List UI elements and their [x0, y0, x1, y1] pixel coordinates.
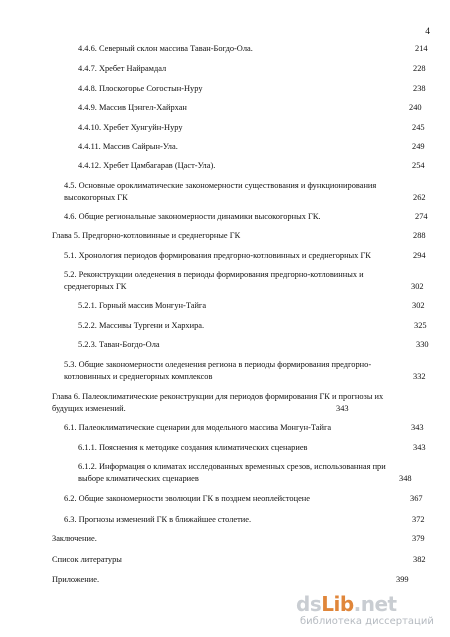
toc-entry-5-1: [64, 250, 426, 261]
toc-entry-page: 382: [413, 555, 426, 564]
toc-entry-page: 238: [413, 84, 426, 93]
toc-entry-conclusion: [52, 533, 425, 544]
toc-entry-title: 4.4.10. Хребет Хунгуйн-Нуру: [78, 123, 183, 132]
toc-entry-title-line1: 6.1.2. Информация о климатах исследованных временных срезов, использованная при: [78, 462, 386, 471]
toc-entry-5-2-cont: [64, 281, 424, 292]
toc-entry-page: 343: [411, 423, 424, 432]
toc-entry-title-line2: будущих изменений.: [52, 404, 126, 413]
toc-entry-title: Заключение.: [52, 534, 97, 543]
toc-entry-title: 4.4.11. Массив Сайрын-Ула.: [78, 142, 178, 151]
toc-entry-page: 245: [412, 123, 425, 132]
toc-entry-title: Список литературы: [52, 555, 122, 564]
toc-entry-title-line1: 5.3. Общие закономерности оледенения региона в периоды формирования предгорно-: [64, 360, 372, 369]
toc-entry-4-4-6: [78, 43, 428, 54]
toc-entry-chapter-6-cont: [52, 403, 349, 414]
toc-entry-5-3-cont: [64, 371, 426, 382]
toc-entry-page: 262: [413, 193, 426, 202]
toc-entry-page: 372: [412, 515, 425, 524]
toc-entry-4-5: [64, 180, 376, 191]
toc-entry-title: 5.1. Хронология периодов формирования предгорно-котловинных и среднегорных ГК: [64, 251, 371, 260]
toc-entry-references: [52, 554, 426, 565]
toc-entry-page: 379: [412, 534, 425, 543]
toc-entry-page: 228: [413, 64, 426, 73]
toc-entry-chapter-6: [52, 391, 383, 402]
toc-entry-title-line1: 5.2. Реконструкции оледенения в периоды формирования предгорно-котловинных и: [64, 270, 364, 279]
toc-entry-4-4-7: [78, 63, 426, 74]
toc-entry-page: 343: [413, 443, 426, 452]
toc-entry-appendix: [52, 574, 409, 585]
toc-entry-title: 4.4.12. Хребет Цамбагарав (Цаст-Ула).: [78, 161, 216, 170]
toc-entry-page: 254: [412, 161, 425, 170]
watermark-logo-suffix: .net: [353, 592, 397, 616]
toc-entry-title: 4.4.8. Плоскогорье Согостын-Нуру: [78, 84, 203, 93]
toc-entry-page: 274: [415, 212, 428, 221]
toc-entry-6-1-1: [78, 442, 426, 453]
toc-entry-title-line2: выборе климатических сценариев: [78, 474, 199, 483]
toc-entry-page: 348: [399, 474, 412, 483]
toc-entry-title-line2: среднегорных ГК: [64, 282, 127, 291]
toc-entry-4-6: [64, 211, 428, 222]
watermark-subtitle: библиотека диссертаций: [300, 616, 434, 627]
toc-entry-title: 5.2.1. Горный массив Монгун-Тайга: [78, 301, 207, 310]
toc-entry-title: 4.4.7. Хребет Найрамдал: [78, 64, 167, 73]
toc-entry-6-2: [64, 493, 423, 504]
watermark-logo-main: Lib: [321, 592, 354, 616]
toc-entry-5-2: [64, 269, 364, 280]
toc-entry-page: 332: [413, 372, 426, 381]
toc-entry-4-4-12: [78, 160, 425, 171]
toc-entry-title: Глава 5. Предгорно-котловинные и среднегорные ГК: [52, 231, 241, 240]
toc-entry-4-4-11: [78, 141, 425, 152]
toc-entry-6-1: [64, 422, 424, 433]
toc-entry-title: 6.1. Палеоклиматические сценарии для модельного массива Монгун-Тайга: [64, 423, 332, 432]
toc-entry-page: 330: [416, 340, 429, 349]
toc-entry-5-2-2: [78, 320, 427, 331]
toc-entry-page: 302: [411, 282, 424, 291]
toc-entry-page: 288: [413, 231, 426, 240]
toc-entry-title: 6.1.1. Пояснения к методике создания климатических сценариев: [78, 443, 308, 452]
toc-entry-title: 4.6. Общие региональные закономерности динамики высокогорных ГК.: [64, 212, 321, 221]
toc-entry-title: 4.4.6. Северный склон массива Таван-Богдо-Ола.: [78, 44, 253, 53]
toc-entry-title-line2: высокогорных ГК: [64, 193, 128, 202]
toc-entry-5-3: [64, 359, 371, 370]
toc-entry-page: 399: [396, 575, 409, 584]
toc-entry-title: 6.3. Прогнозы изменений ГК в ближайшее столетие.: [64, 515, 252, 524]
toc-entry-5-2-3: [78, 339, 429, 350]
page-number: 4: [425, 27, 430, 37]
toc-entry-page: 249: [412, 142, 425, 151]
toc-entry-title: 4.4.9. Массив Цэнгел-Хайрхан: [78, 103, 187, 112]
toc-entry-6-3: [64, 514, 425, 525]
toc-entry-6-1-2-cont: [78, 473, 412, 484]
toc-entry-chapter-5: [52, 230, 426, 241]
toc-entry-title-line1: 4.5. Основные ороклиматические закономерности существования и функционирования: [64, 181, 377, 190]
toc-entry-page: 343: [336, 404, 349, 413]
toc-entry-title: 5.2.3. Таван-Богдо-Ола: [78, 340, 160, 349]
toc-entry-6-1-2: [78, 461, 386, 472]
toc-entry-5-2-1: [78, 300, 425, 311]
toc-entry-title: 6.2. Общие закономерности эволюции ГК в позднем неоплейстоцене: [64, 494, 311, 503]
toc-entry-page: 367: [410, 494, 423, 503]
toc-entry-4-4-10: [78, 122, 425, 133]
toc-entry-4-4-9: [78, 102, 422, 113]
toc-entry-4-5-cont: [64, 192, 426, 203]
toc-entry-page: 302: [412, 301, 425, 310]
watermark-logo-prefix: ds: [296, 592, 322, 616]
watermark: [296, 594, 442, 630]
toc-entry-page: 240: [409, 103, 422, 112]
toc-entry-page: 325: [414, 321, 427, 330]
toc-entry-title: 5.2.2. Массивы Тургени и Хархира.: [78, 321, 205, 330]
toc-entry-page: 294: [413, 251, 426, 260]
toc-entry-title: Приложение.: [52, 575, 100, 584]
watermark-logo: [296, 592, 397, 616]
toc-entry-title-line2: котловинных и среднегорных комплексов: [64, 372, 213, 381]
toc-entry-4-4-8: [78, 83, 426, 94]
toc-entry-page: 214: [415, 44, 428, 53]
toc-entry-title-line1: Глава 6. Палеоклиматические реконструкции для периодов формирования ГК и прогнозы их: [52, 392, 384, 401]
